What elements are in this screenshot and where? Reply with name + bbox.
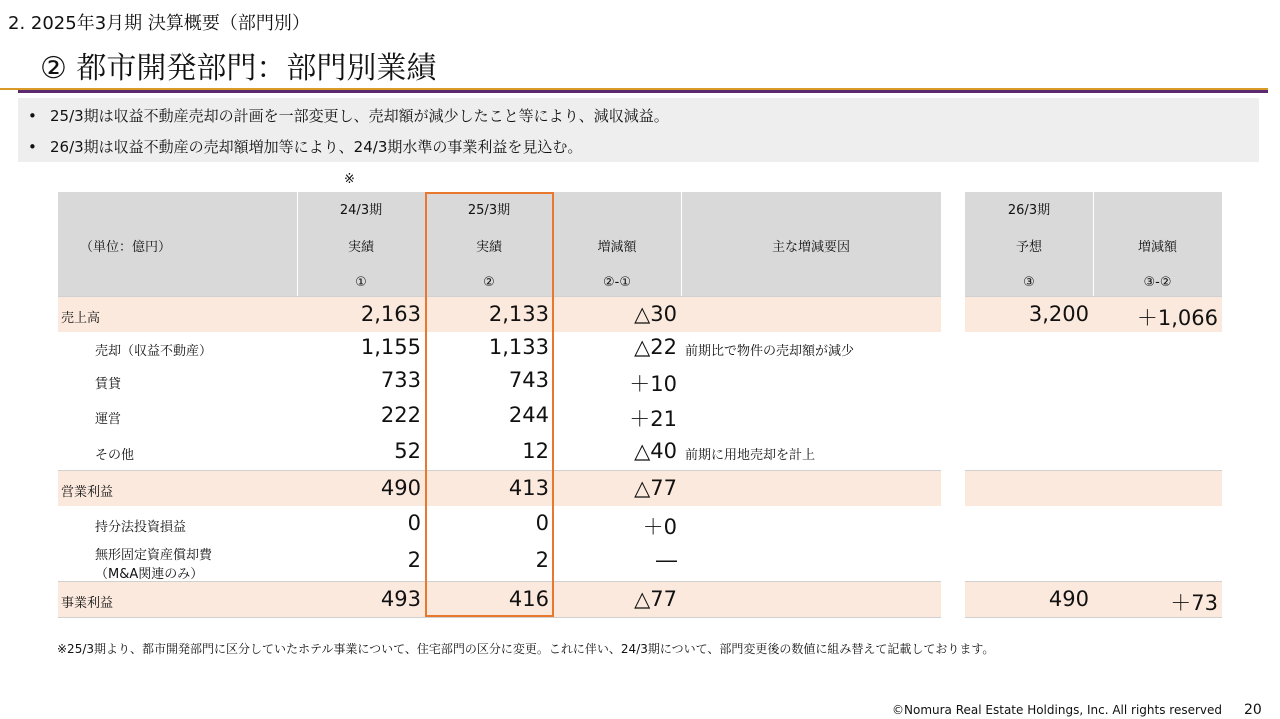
row-label-amortization: 無形固定資産償却費	[95, 548, 213, 563]
header-index: ②	[483, 275, 495, 290]
cell-24-actual: 2	[407, 548, 421, 572]
cell-24-actual: 0	[407, 511, 421, 535]
unit-label: （単位：億円）	[80, 240, 172, 255]
header-col-forecast-change	[1093, 192, 1222, 296]
header-kind: 実績	[475, 240, 502, 255]
cell-25-actual: 743	[508, 368, 549, 392]
header-col-reasons	[681, 192, 941, 296]
row-divider	[965, 581, 1222, 582]
cell-24-actual: 493	[380, 587, 421, 611]
header-col-26-forecast	[965, 192, 1093, 296]
cell-change: ＋10	[629, 372, 677, 396]
header-kind: 実績	[347, 240, 374, 255]
cell-change: ―	[656, 548, 677, 572]
cell-25-actual: 1,133	[488, 335, 549, 359]
page-number: 20	[1244, 702, 1262, 718]
footnote: ※25/3期より、都市開発部門に区分していたホテル事業について、住宅部門の区分に変更。これに伴い、24/3期について、部門変更後の数値に組み替えて記載しております。	[57, 642, 995, 656]
cell-25-actual: 2	[535, 548, 549, 572]
summary-text: 26/3期は収益不動産の売却額増加等により、24/3期水準の事業利益を見込む。	[50, 138, 583, 156]
row-label-equity-method: 持分法投資損益	[95, 520, 187, 535]
title-rule-purple	[18, 90, 1268, 93]
cell-25-actual: 2,133	[488, 302, 549, 326]
cell-24-actual: 2,163	[360, 302, 421, 326]
row-label-sales-of-property: 売却（収益不動産）	[95, 344, 213, 359]
header-index: ③-②	[1143, 275, 1172, 290]
cell-24-actual: 490	[380, 476, 421, 500]
section-label: 2. 2025年3月期 決算概要（部門別）	[8, 13, 310, 34]
cell-26-forecast: 3,200	[1028, 302, 1089, 326]
row-divider	[965, 617, 1222, 618]
current-period-highlight	[425, 192, 554, 617]
cell-26-forecast: 490	[1048, 587, 1089, 611]
row-divider	[965, 296, 1222, 297]
cell-forecast-change: ＋73	[1170, 591, 1218, 615]
header-kind: 予想	[1015, 240, 1042, 255]
row-label-leasing: 賃貸	[95, 377, 122, 392]
header-index: ③	[1023, 275, 1035, 290]
note-mark: ※	[344, 172, 355, 187]
copyright: ©Nomura Real Estate Holdings, Inc. All rights reserved	[892, 703, 1222, 717]
header-index: ①	[355, 275, 367, 290]
row-divider	[965, 470, 1222, 471]
cell-25-actual: 0	[535, 511, 549, 535]
row-band-operating-profit-forecast	[965, 471, 1222, 506]
summary-bullet: • 25/3期は収益不動産売却の計画を一部変更し、売却額が減少したこと等により、減収減益。	[28, 107, 669, 125]
row-label-operating-profit: 営業利益	[61, 485, 114, 500]
cell-reason: 前期比で物件の売却額が減少	[685, 344, 855, 359]
header-col-change	[553, 192, 681, 296]
cell-24-actual: 1,155	[360, 335, 421, 359]
cell-24-actual: 733	[380, 368, 421, 392]
summary-bullet: • 26/3期は収益不動産の売却額増加等により、24/3期水準の事業利益を見込む。	[28, 138, 583, 156]
cell-change: ＋0	[642, 515, 677, 539]
cell-25-actual: 12	[522, 439, 549, 463]
cell-change: ＋21	[629, 407, 677, 431]
row-label-other: その他	[95, 448, 135, 463]
header-kind: 増減額	[1137, 240, 1177, 255]
header-index: ②-①	[603, 275, 631, 290]
cell-24-actual: 222	[380, 403, 421, 427]
row-label-operations: 運営	[95, 412, 122, 427]
cell-reason: 前期に用地売却を計上	[685, 448, 816, 463]
cell-change: △40	[634, 439, 677, 463]
cell-forecast-change: ＋1,066	[1136, 306, 1218, 330]
cell-25-actual: 413	[508, 476, 549, 500]
cell-25-actual: 416	[508, 587, 549, 611]
cell-change: △77	[634, 587, 677, 611]
header-period: 24/3期	[339, 203, 383, 218]
row-divider	[58, 617, 941, 618]
header-col-24-actual	[297, 192, 425, 296]
summary-box	[18, 98, 1259, 162]
header-kind: 主な増減要因	[771, 240, 850, 255]
row-label-business-profit: 事業利益	[61, 596, 114, 611]
header-period: 26/3期	[1007, 203, 1051, 218]
header-period: 25/3期	[467, 203, 511, 218]
cell-25-actual: 244	[508, 403, 549, 427]
page-title: ② 都市開発部門：部門別業績	[40, 51, 437, 86]
cell-change: △77	[634, 476, 677, 500]
cell-24-actual: 52	[394, 439, 421, 463]
cell-change: △30	[634, 302, 677, 326]
row-label-amortization-note: （M&A関連のみ）	[95, 567, 204, 582]
summary-text: 25/3期は収益不動産売却の計画を一部変更し、売却額が減少したこと等により、減収減益。	[50, 107, 669, 125]
row-label-sales: 売上高	[61, 311, 101, 326]
header-kind: 増減額	[597, 240, 637, 255]
cell-change: △22	[634, 335, 677, 359]
